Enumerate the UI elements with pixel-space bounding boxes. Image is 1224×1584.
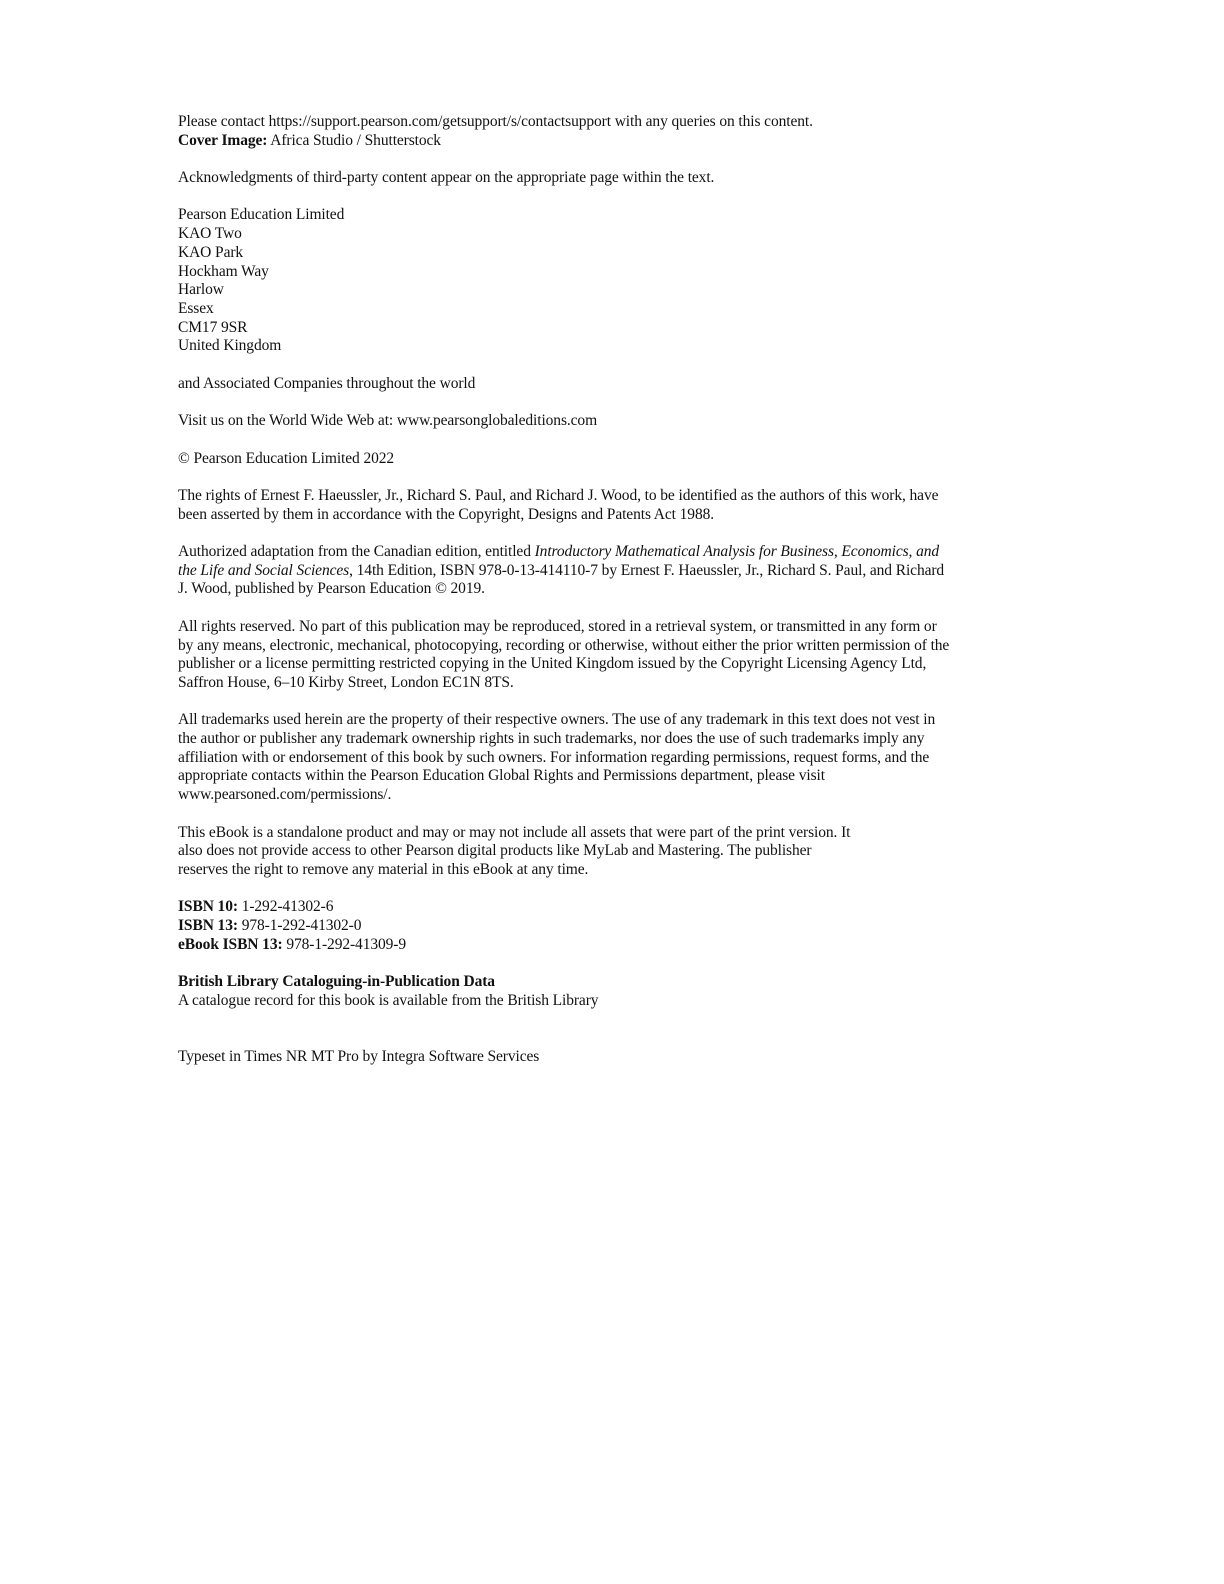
isbn-label: eBook ISBN 13: (178, 935, 283, 953)
address-line: CM17 9SR (178, 318, 248, 336)
ebook-notice (178, 824, 1048, 880)
all-rights-line: publisher or a license permitting restricted copying in the United Kingdom issued by the Copyright Licensing Agency Ltd, (178, 655, 927, 673)
book-title-part2: the Life and Social Sciences (178, 561, 350, 579)
acknowledgments-block (178, 169, 1048, 188)
rights-line: The rights of Ernest F. Haeussler, Jr., Richard S. Paul, and Richard J. Wood, to be identified as the authors of this work, have (178, 486, 939, 504)
british-library-text: A catalogue record for this book is available from the British Library (178, 991, 599, 1009)
acknowledgments-text: Acknowledgments of third-party content appear on the appropriate page within the text. (178, 169, 715, 187)
all-rights-line: by any means, electronic, mechanical, photocopying, recording or otherwise, without either the prior written permission of the (178, 636, 950, 654)
trademarks-line: www.pearsoned.com/permissions/. (178, 786, 392, 804)
adaptation-line (178, 562, 1048, 581)
cover-image-value: Africa Studio / Shutterstock (267, 131, 441, 149)
trademarks-line: the author or publisher any trademark ownership rights in such trademarks, nor does the use of such trademarks imply any (178, 730, 925, 748)
trademarks-line: appropriate contacts within the Pearson Education Global Rights and Permissions department, please visit (178, 767, 825, 785)
address-line: Pearson Education Limited (178, 206, 345, 224)
website-text: Visit us on the World Wide Web at: www.pearsonglobaleditions.com (178, 412, 598, 430)
isbn-block (178, 898, 1048, 954)
address-line: Essex (178, 300, 214, 317)
rights-line: been asserted by them in accordance with the Copyright, Designs and Patents Act 1988. (178, 505, 715, 523)
all-rights-line: All rights reserved. No part of this publication may be reproduced, stored in a retrieval system, or transmitted in any form or (178, 617, 937, 635)
isbn-label: ISBN 10: (178, 898, 238, 916)
adaptation-line: J. Wood, published by Pearson Education © 2019. (178, 580, 485, 598)
adaptation-notice (178, 543, 1048, 599)
contact-line: Please contact https://support.pearson.com/getsupport/s/contactsupport with any queries on this content. (178, 113, 813, 130)
address-line: United Kingdom (178, 337, 282, 355)
trademarks-line: All trademarks used herein are the property of their respective owners. The use of any trademark in this text does not vest in (178, 711, 936, 729)
typeset-text: Typeset in Times NR MT Pro by Integra Software Services (178, 1047, 540, 1065)
adaptation-details: , 14th Edition, ISBN 978-0-13-414110-7 by Ernest F. Haeussler, Jr., Richard S. Paul, and Richard (349, 561, 945, 579)
trademarks-line: affiliation with or endorsement of this book by such owners. For information regarding permissions, request forms, and the (178, 748, 930, 766)
british-library-block (178, 973, 1048, 1010)
contact-block (178, 113, 1048, 150)
isbn-value: 1-292-41302-6 (237, 898, 334, 916)
isbn-value: 978-1-292-41309-9 (282, 935, 407, 953)
website-block (178, 412, 1048, 431)
british-library-heading: British Library Cataloguing-in-Publication Data (178, 973, 495, 991)
isbn-line (178, 936, 1048, 955)
isbn-line (178, 898, 1048, 917)
trademarks-notice (178, 711, 1048, 805)
address-line: Hockham Way (178, 262, 269, 280)
ebook-line: also does not provide access to other Pearson digital products like MyLab and Mastering. The publisher (178, 842, 812, 860)
ebook-line: This eBook is a standalone product and may or may not include all assets that were part of the print version. It (178, 823, 851, 841)
all-rights-reserved (178, 618, 1048, 693)
isbn-label: ISBN 13: (178, 917, 238, 935)
address-line: KAO Park (178, 243, 244, 261)
adaptation-line (178, 543, 1048, 562)
copyright-notice (178, 450, 1048, 469)
author-rights (178, 487, 1048, 524)
associated-text: and Associated Companies throughout the world (178, 374, 476, 392)
publisher-address (178, 206, 1048, 356)
cover-image-label: Cover Image: (178, 131, 268, 149)
address-line: Harlow (178, 281, 224, 299)
address-line: KAO Two (178, 225, 242, 243)
adaptation-prefix: Authorized adaptation from the Canadian edition, entitled (178, 543, 535, 561)
associated-companies (178, 375, 1048, 394)
typeset-block (178, 1048, 1048, 1067)
ebook-line: reserves the right to remove any material in this eBook at any time. (178, 860, 589, 878)
copyright-page (178, 113, 1048, 1085)
cover-image-line (178, 132, 1048, 151)
isbn-line (178, 917, 1048, 936)
copyright-text: © Pearson Education Limited 2022 (178, 449, 395, 467)
isbn-value: 978-1-292-41302-0 (237, 917, 362, 935)
spacer (178, 1029, 1048, 1048)
book-title-part1: Introductory Mathematical Analysis for Business, Economics, and (534, 543, 940, 561)
all-rights-line: Saffron House, 6–10 Kirby Street, London EC1N 8TS. (178, 673, 514, 691)
